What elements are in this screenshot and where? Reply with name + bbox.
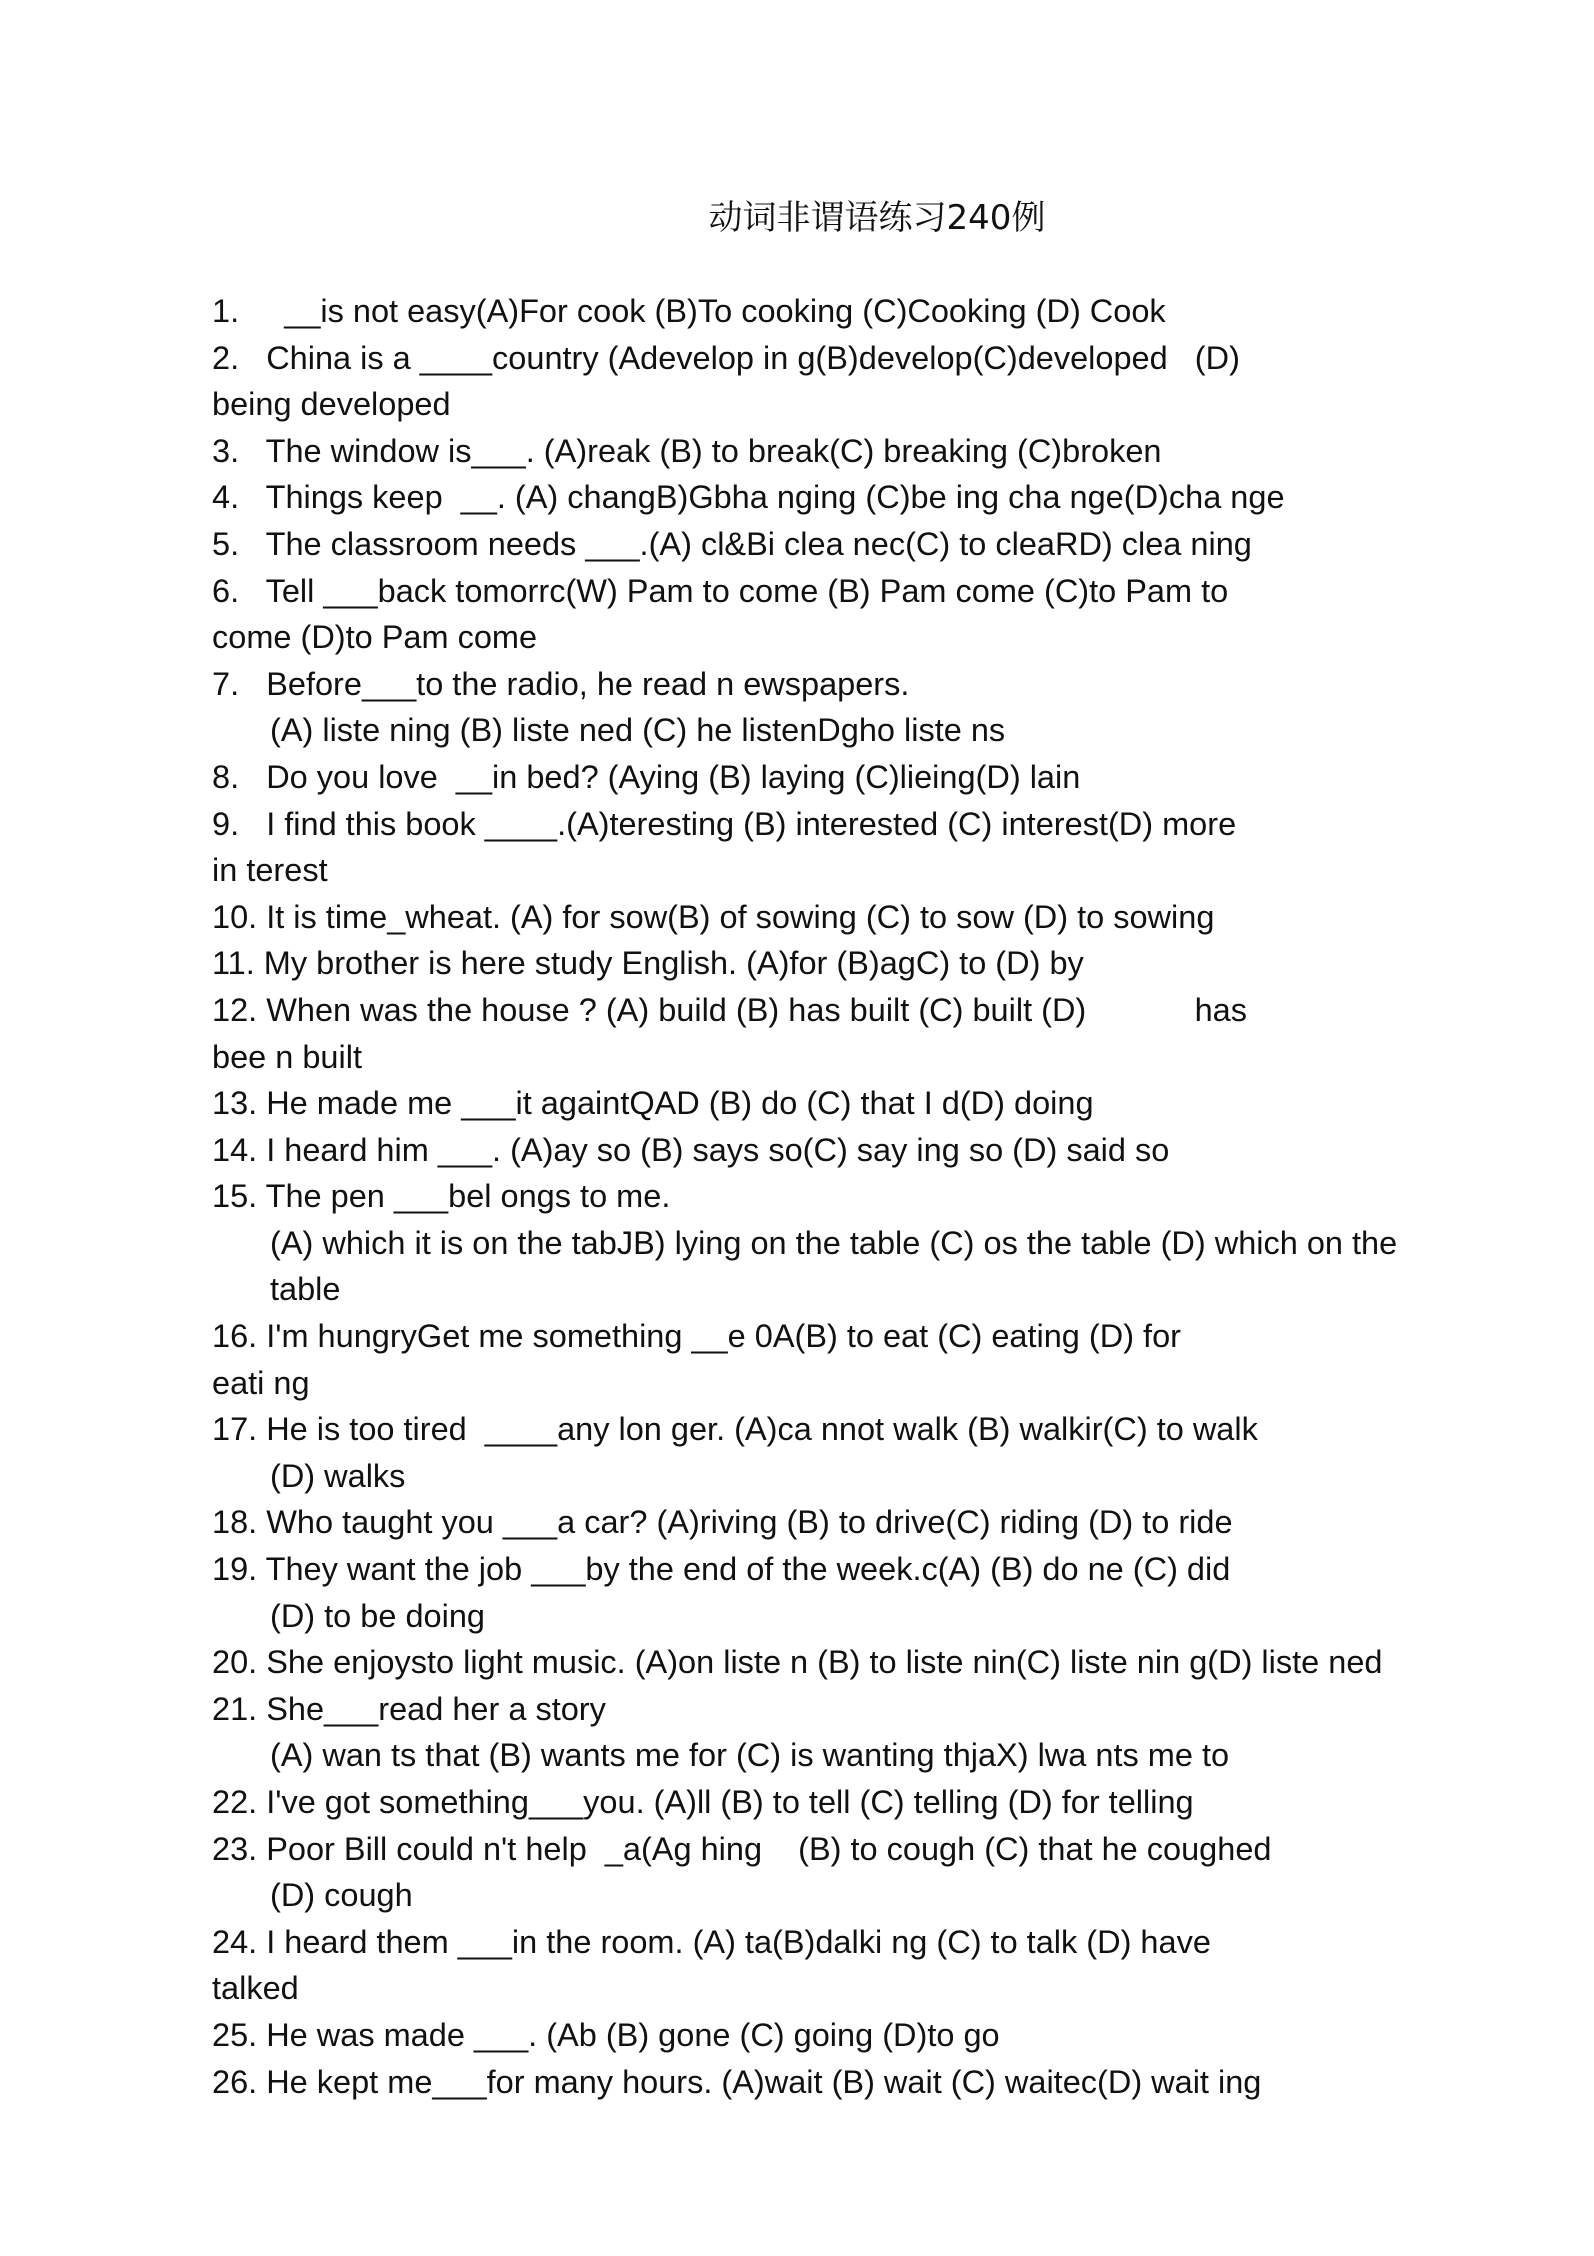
exercise-line: 17. He is too tired ____any lon ger. (A)ca nnot walk (B) walkir(C) to walk bbox=[212, 1411, 1258, 1448]
exercise-line: 24. I heard them ___in the room. (A) ta(B)dalki ng (C) to talk (D) have bbox=[212, 1923, 1211, 1960]
exercise-line: 8. Do you love __in bed? (Aying (B) laying (C)lieing(D) lain bbox=[212, 758, 1081, 795]
exercise-line: 21. She___read her a story bbox=[212, 1690, 606, 1727]
exercise-line: in terest bbox=[212, 852, 328, 889]
exercise-line: (A) which it is on the tabJB) lying on the table (C) os the table (D) which on the bbox=[270, 1224, 1398, 1261]
exercise-line: 10. It is time_wheat. (A) for sow(B) of sowing (C) to sow (D) to sowing bbox=[212, 898, 1215, 935]
exercise-line: 3. The window is___. (A)reak (B) to break(C) breaking (C)broken bbox=[212, 432, 1162, 469]
exercise-line: (A) wan ts that (B) wants me for (C) is wanting thjaX) lwa nts me to bbox=[270, 1737, 1230, 1774]
exercise-line: 16. I'm hungryGet me something __e 0A(B) to eat (C) eating (D) for bbox=[212, 1318, 1181, 1355]
exercise-line: 19. They want the job ___by the end of the week.c(A) (B) do ne (C) did bbox=[212, 1551, 1231, 1588]
exercise-line: 4. Things keep __. (A) changB)Gbha nging (C)be ing cha nge(D)cha nge bbox=[212, 479, 1285, 516]
exercise-line: 26. He kept me___for many hours. (A)wait (B) wait (C) waitec(D) wait ing bbox=[212, 2063, 1262, 2100]
exercise-line: 12. When was the house ? (A) build (B) has built (C) built (D) has bbox=[212, 991, 1248, 1028]
exercise-line: talked bbox=[212, 1970, 299, 2007]
exercise-line: (D) walks bbox=[270, 1457, 406, 1494]
exercise-line: 2. China is a ____country (Adevelop in g(B)develop(C)developed (D) bbox=[212, 339, 1240, 376]
exercise-line: 20. She enjoysto light music. (A)on liste n (B) to liste nin(C) liste nin g(D) liste ned bbox=[212, 1644, 1383, 1681]
exercise-list bbox=[212, 288, 1512, 2105]
exercise-line: table bbox=[270, 1271, 341, 1308]
exercise-line: 7. Before___to the radio, he read n ewspapers. bbox=[212, 665, 910, 702]
exercise-line: 1. __is not easy(A)For cook (B)To cooking (C)Cooking (D) Cook bbox=[212, 293, 1166, 329]
exercise-line: (A) liste ning (B) liste ned (C) he listenDgho liste ns bbox=[270, 712, 1006, 749]
exercise-line: come (D)to Pam come bbox=[212, 619, 538, 656]
exercise-line: eati ng bbox=[212, 1364, 310, 1401]
exercise-line: 25. He was made ___. (Ab (B) gone (C) going (D)to go bbox=[212, 2016, 1000, 2053]
exercise-line: (D) to be doing bbox=[270, 1597, 485, 1634]
exercise-line: 9. I find this book ____.(A)teresting (B) interested (C) interest(D) more bbox=[212, 805, 1237, 842]
exercise-line: bee n built bbox=[212, 1038, 362, 1075]
exercise-line: 6. Tell ___back tomorrc(W) Pam to come (B) Pam come (C)to Pam to bbox=[212, 572, 1229, 609]
exercise-line: 23. Poor Bill could n't help _a(Ag hing (B) to cough (C) that he coughed bbox=[212, 1830, 1272, 1867]
document-title: 动词非谓语练习240例 bbox=[708, 198, 1046, 238]
exercise-line: being developed bbox=[212, 386, 451, 423]
exercise-line: 14. I heard him ___. (A)ay so (B) says so(C) say ing so (D) said so bbox=[212, 1131, 1170, 1168]
exercise-line: 18. Who taught you ___a car? (A)riving (B) to drive(C) riding (D) to ride bbox=[212, 1504, 1233, 1541]
exercise-line: (D) cough bbox=[270, 1877, 413, 1914]
exercise-line: 22. I've got something___you. (A)ll (B) to tell (C) telling (D) for telling bbox=[212, 1784, 1194, 1820]
exercise-line: 5. The classroom needs ___.(A) cl&Bi clea nec(C) to cleaRD) clea ning bbox=[212, 525, 1252, 562]
exercise-line: 13. He made me ___it againtQAD (B) do (C) that I d(D) doing bbox=[212, 1085, 1094, 1122]
exercise-line: 15. The pen ___bel ongs to me. bbox=[212, 1178, 671, 1215]
exercise-line: 11. My brother is here study English. (A)for (B)agC) to (D) by bbox=[212, 945, 1084, 982]
